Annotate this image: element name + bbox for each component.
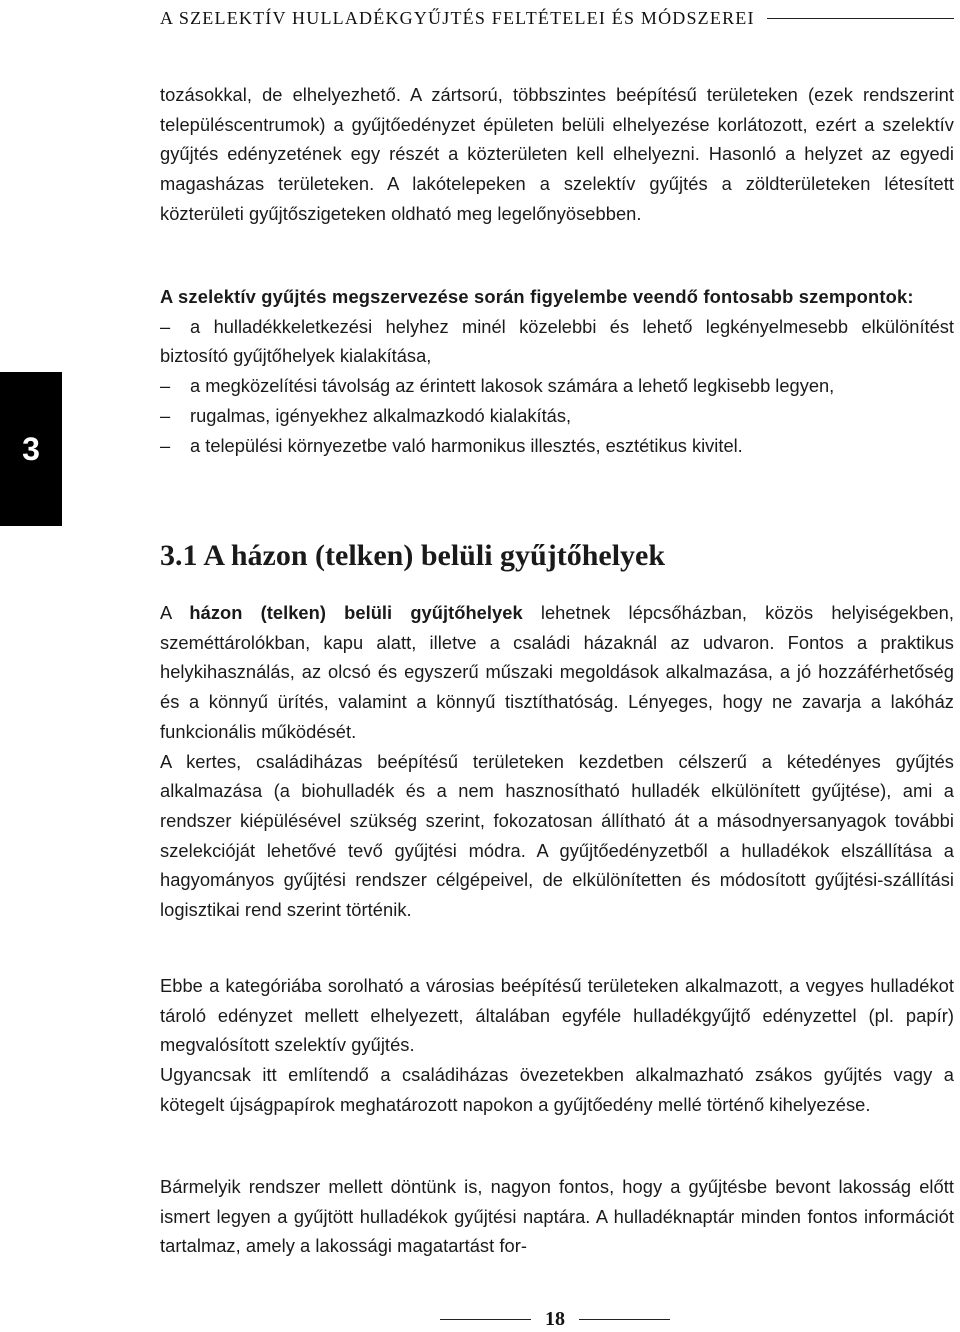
list-item bbox=[160, 312, 954, 371]
list-item-text: rugalmas, igényekhez alkalmazkodó kialakítás, bbox=[190, 404, 572, 426]
running-head-title: A SZELEKTÍV HULLADÉKGYŰJTÉS FELTÉTELEI ÉS MÓDSZEREI bbox=[160, 7, 755, 28]
footer-rule-left bbox=[440, 1319, 531, 1320]
list-dash: – bbox=[160, 315, 171, 337]
paragraph-1-lead: A bbox=[160, 602, 190, 623]
list-item bbox=[160, 431, 954, 461]
section-body-3 bbox=[160, 1172, 954, 1261]
page-footer bbox=[440, 1306, 670, 1332]
section-body-2 bbox=[160, 971, 954, 1120]
paragraph-1 bbox=[160, 598, 954, 747]
paragraph-4: Ugyancsak itt említendő a családiházas övezetekben alkalmazható zsákos gyűjtés vagy a kötegelt újságpapírok meghatározott napokon a gyűjtőedény mellé történő kihelyezése. bbox=[160, 1064, 954, 1115]
page-number: 18 bbox=[545, 1307, 565, 1330]
list-dash: – bbox=[160, 375, 171, 397]
running-head-rule bbox=[767, 18, 954, 19]
paragraph-1-bold-term: házon (telken) belüli gyűjtőhelyek bbox=[189, 602, 523, 623]
paragraph-1-rest: lehetnek lépcsőházban, közös helyiségekben, szeméttárolókban, kapu alatt, illetve a családi házaknál az udvaron. Fontos a praktikus helykihasználás, az olcsó és egyszerű műszaki megoldások alkalmazása, a jó hozzáférhetőség és a könnyű ürítés, valamint a könnyű tisztíthatóság. Lényeges, hogy ne zavarja a lakóház funkcionális működését. bbox=[160, 602, 954, 742]
footer-rule-right bbox=[579, 1319, 670, 1320]
list-dash: – bbox=[160, 404, 171, 426]
chapter-tab: 3 bbox=[0, 372, 62, 526]
paragraph-3: Ebbe a kategóriába sorolható a városias beépítésű területeken alkalmazott, a vegyes hulladékot tároló edényzet mellett elhelyezett, általában egyféle hulladékgyűjtő edényzettel (pl. papír) megvalósított szelektív gyűjtés. bbox=[160, 975, 954, 1056]
list-item-text: a települési környezetbe való harmonikus illesztés, esztétikus kivitel. bbox=[190, 434, 743, 456]
list-item-text: a hulladékkeletkezési helyhez minél közelebbi és lehető legkényelmesebb elkülönítést biztosító gyűjtőhelyek kialakítása, bbox=[160, 315, 954, 367]
list-item bbox=[160, 401, 954, 431]
paragraph-2: A kertes, családiházas beépítésű területeken kezdetben célszerű a kétedényes gyűjtés alkalmazása (a biohulladék és a nem hasznosítható hulladék elkülönített gyűjtése), ami a rendszer kiépülésével szükség szerint, fokozatosan állítható át a másodnyersanyagok további szelekcióját lehetővé tevő gyűjtési módra. A gyűjtőedényzetből a hulladékok elszállítása a hagyományos gyűjtési rendszer célgépeivel, de elkülönítetten és módosított gyűjtési-szállítási logisztikai rend szerint történik. bbox=[160, 750, 954, 921]
section-heading-block bbox=[160, 536, 954, 576]
section-title: 3.1 A házon (telken) belüli gyűjtőhelyek bbox=[160, 539, 666, 572]
intro-block bbox=[160, 80, 954, 229]
considerations-block bbox=[160, 282, 954, 460]
section-body-1 bbox=[160, 598, 954, 925]
list-item bbox=[160, 371, 954, 401]
intro-paragraph: tozásokkal, de elhelyezhető. A zártsorú, többszintes beépítésű területeken (ezek rendszerint településcentrumok) a gyűjtőedényzet épületen belüli elhelyezése korlátozott, ezért a szelektív gyűjtés edényzetének egy részét a közterületen kell elhelyezni. Hasonló a helyzet az egyedi magasházas területeken. A lakótelepeken a szelektív gyűjtés a zöldterületeken létesített közterületi gyűjtőszigeteken oldható meg legelőnyösebben. bbox=[160, 84, 954, 224]
considerations-heading: A szelektív gyűjtés megszervezése során figyelembe veendő fontosabb szempontok: bbox=[160, 286, 914, 307]
running-head bbox=[160, 4, 954, 32]
list-item-text: a megközelítési távolság az érintett lakosok számára a lehető legkisebb legyen, bbox=[190, 375, 835, 397]
paragraph-5: Bármelyik rendszer mellett döntünk is, nagyon fontos, hogy a gyűjtésbe bevont lakosság előtt ismert legyen a gyűjtött hulladékok gyűjtési naptára. A hulladéknaptár minden fontos információt tartalmaz, amely a lakossági magatartást for- bbox=[160, 1176, 954, 1257]
list-dash: – bbox=[160, 434, 171, 456]
